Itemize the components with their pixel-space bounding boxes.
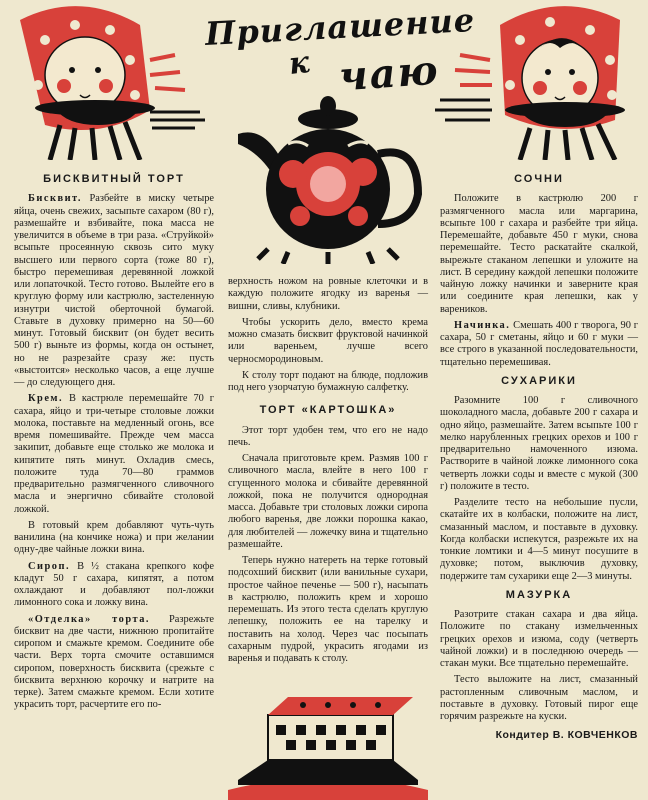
lead-cream: Крем. [28, 393, 64, 405]
author-signature: Кондитер В. КОВЧЕНКОВ [495, 729, 638, 742]
paragraph: Положите в кастрюлю 200 г размягченного масла или маргарина, всыпьте 100 г сахара и разбейте три яйца. Перемешайте, добавьте 450 г муки, снова перемешайте. Тесто раскатайте скалкой, вырежьте стаканом лепешки и уложите на лист. В середину каждой лепешки положите чайную ложку начинки и заверните края или соедините края лепешки, как у вареников. [440, 193, 638, 315]
heading-sochni: СОЧНИ [514, 173, 564, 185]
girl-with-cup-left-illustration [0, 0, 210, 160]
paragraph [14, 561, 214, 610]
paragraph [440, 320, 638, 369]
title-line-3: чаю [337, 46, 442, 101]
girl-with-cup-right-illustration [430, 0, 648, 160]
text-decoration: Разрежьте бисквит на две части, нижнюю пропитайте сиропом и смажьте кремом. Соедините обе части. Верх торта смочите оставшимся сиропом, поверхность бисквита (срежьте с бисквита верхнюю корочку и натрите на терке). Затем смажьте кремом. Если хотите украсить торт, расчертите его по- [14, 613, 215, 711]
text-cream: В кастрюле перемешайте 70 г сахара, яйцо и три-четыре столовые ложки молока, поставьте на медленный огонь, все время помешивайте. Прежде чем масса закипит, добавьте еще столько же молока и кипятите пять минут. Охладив смесь, положите туда 70—80 граммов предварительно размягченного сливочного масла и энергично сбивайте столовой ложкой. [14, 393, 214, 515]
title-line-1: Приглашение [204, 0, 477, 54]
text-biscuit: Разбейте в миску четыре яйца, очень свежих, засыпьте сахаром (80 г), размешайте и взбивайте, пока масса не увеличится в объеме в три раза. «Струйкой» всыпьте просеянную сквозь сито муку высшего или первого сорта (тоже 80 г), быстро перемешивая деревянной ложкой или лопаточкой. Тесто готово. Вылейте его в круглую форму или кастрюлю, застеленную изнутри чистой оберточной бумагой. Ставьте в духовку примерно на 50—60 минут. Готовый бисквит (он будет весить 500 г) выньте из формы, когда он остынет, но не разрезайте сразу же: пусть «выстоится» несколько часов, а еще лучше — до следующего дня. [14, 193, 214, 388]
paragraph [14, 393, 214, 516]
paragraph: К столу торт подают на блюде, подложив под него узорчатую бумажную салфетку. [228, 369, 428, 393]
teapot-illustration [228, 84, 428, 264]
heading-kartoshka: ТОРТ «КАРТОШКА» [259, 404, 397, 417]
paragraph [14, 193, 214, 389]
text-syrup: В ½ стакана крепкого кофе кладут 50 г сахара, кипятят, а потом охлаждают и добавляют пол-ложки лимонного сока и ложку вина. [14, 560, 214, 609]
paragraph: верхность ножом на ровные клеточки и в каждую положите ягодку из варенья — вишни, сливы, клубники. [228, 276, 428, 312]
paragraph [14, 614, 214, 712]
heading-mazurka: МАЗУРКА [505, 588, 573, 601]
paragraph: Этот торт удобен тем, что его не надо печь. [228, 424, 428, 448]
lead-decoration: «Отделка» торта. [28, 613, 151, 625]
paragraph: Разотрите стакан сахара и два яйца. Положите по стакану измельченных грецких орехов и изюма, соду (четверть чайной ложки) и в последнюю очередь — стакан муки. Все тщательно перемешайте. [440, 609, 638, 669]
paragraph: Тесто выложите на лист, смазанный растопленным сливочным маслом, и поставьте в духовку. Готовый пирог еще горячим разрежьте на куски. [440, 674, 638, 722]
middle-column [228, 276, 428, 669]
heading-biscuit-cake: БИСКВИТНЫЙ ТОРТ [43, 173, 185, 185]
cake-illustration [228, 685, 428, 800]
heading-sukhariki: СУХАРИКИ [501, 374, 577, 387]
paragraph: Разомните 100 г сливочного шоколадного масла, добавьте 200 г сахара и одно яйцо, размешайте. Затем всыпьте 100 г мелко нарубленных грецких орехов и 100 г предварительно намоченного изюма. Растворите в чайной ложке лимонного сока четверть ложки соды и вместе с мукой (300 г) положите в тесто. [440, 395, 638, 492]
paragraph: Разделите тесто на небольшие пусли, скатайте их в колбаски, положите на лист, смазанный маслом, и поставьте в духовку. Когда колбаски испекутся, разрежьте их на тонкие ломтики и 4—5 минут посушите в духовке; потом, выключив духовку, подержите там сухарики еще 2—3 минуты. [440, 497, 638, 582]
paragraph: Чтобы ускорить дело, вместо крема можно смазать бисквит фруктовой начинкой или вареньем, лучше всего черносмородиновым. [228, 316, 428, 365]
paragraph: В готовый крем добавляют чуть-чуть ванилина (на кончике ножа) и при желании одну-две чайные ложки вина. [14, 519, 214, 556]
lead-syrup: Сироп. [28, 560, 71, 572]
lead-biscuit: Бисквит. [28, 193, 82, 205]
title-line-2: к [287, 45, 312, 82]
paragraph: Сначала приготовьте крем. Размяв 100 г сливочного масла, влейте в него 100 г сгущенного молока и сбивайте деревянной ложкой, пока не получится однородная масса. Добавьте три столовых ложки сиропа любого варенья, две ложки порошка какао, для любителей — ложечку вина и тщательно размешайте. [228, 453, 428, 550]
right-column [440, 173, 638, 742]
text-filling: Смешать 400 г творога, 90 г сахара, 50 г сметаны, яйцо и 60 г муки — все строго в указанной последовательности, тщательно перемешивая. [440, 319, 638, 368]
lead-filling: Начинка. [454, 319, 511, 331]
left-column [14, 173, 214, 716]
paragraph: Теперь нужно натереть на терке готовый подсохший бисквит (или ванильные сухари, простое чайное печенье — 500 г), насыпать в кастрюлю, положить крем и хорошо перемешать. Из этого теста сделать круглую лепешку, положить ее на тарелку и поставить на холод. Через час посыпать сахарным пудрой, украсить ягодами из варенья и подавать к столу. [228, 555, 428, 664]
